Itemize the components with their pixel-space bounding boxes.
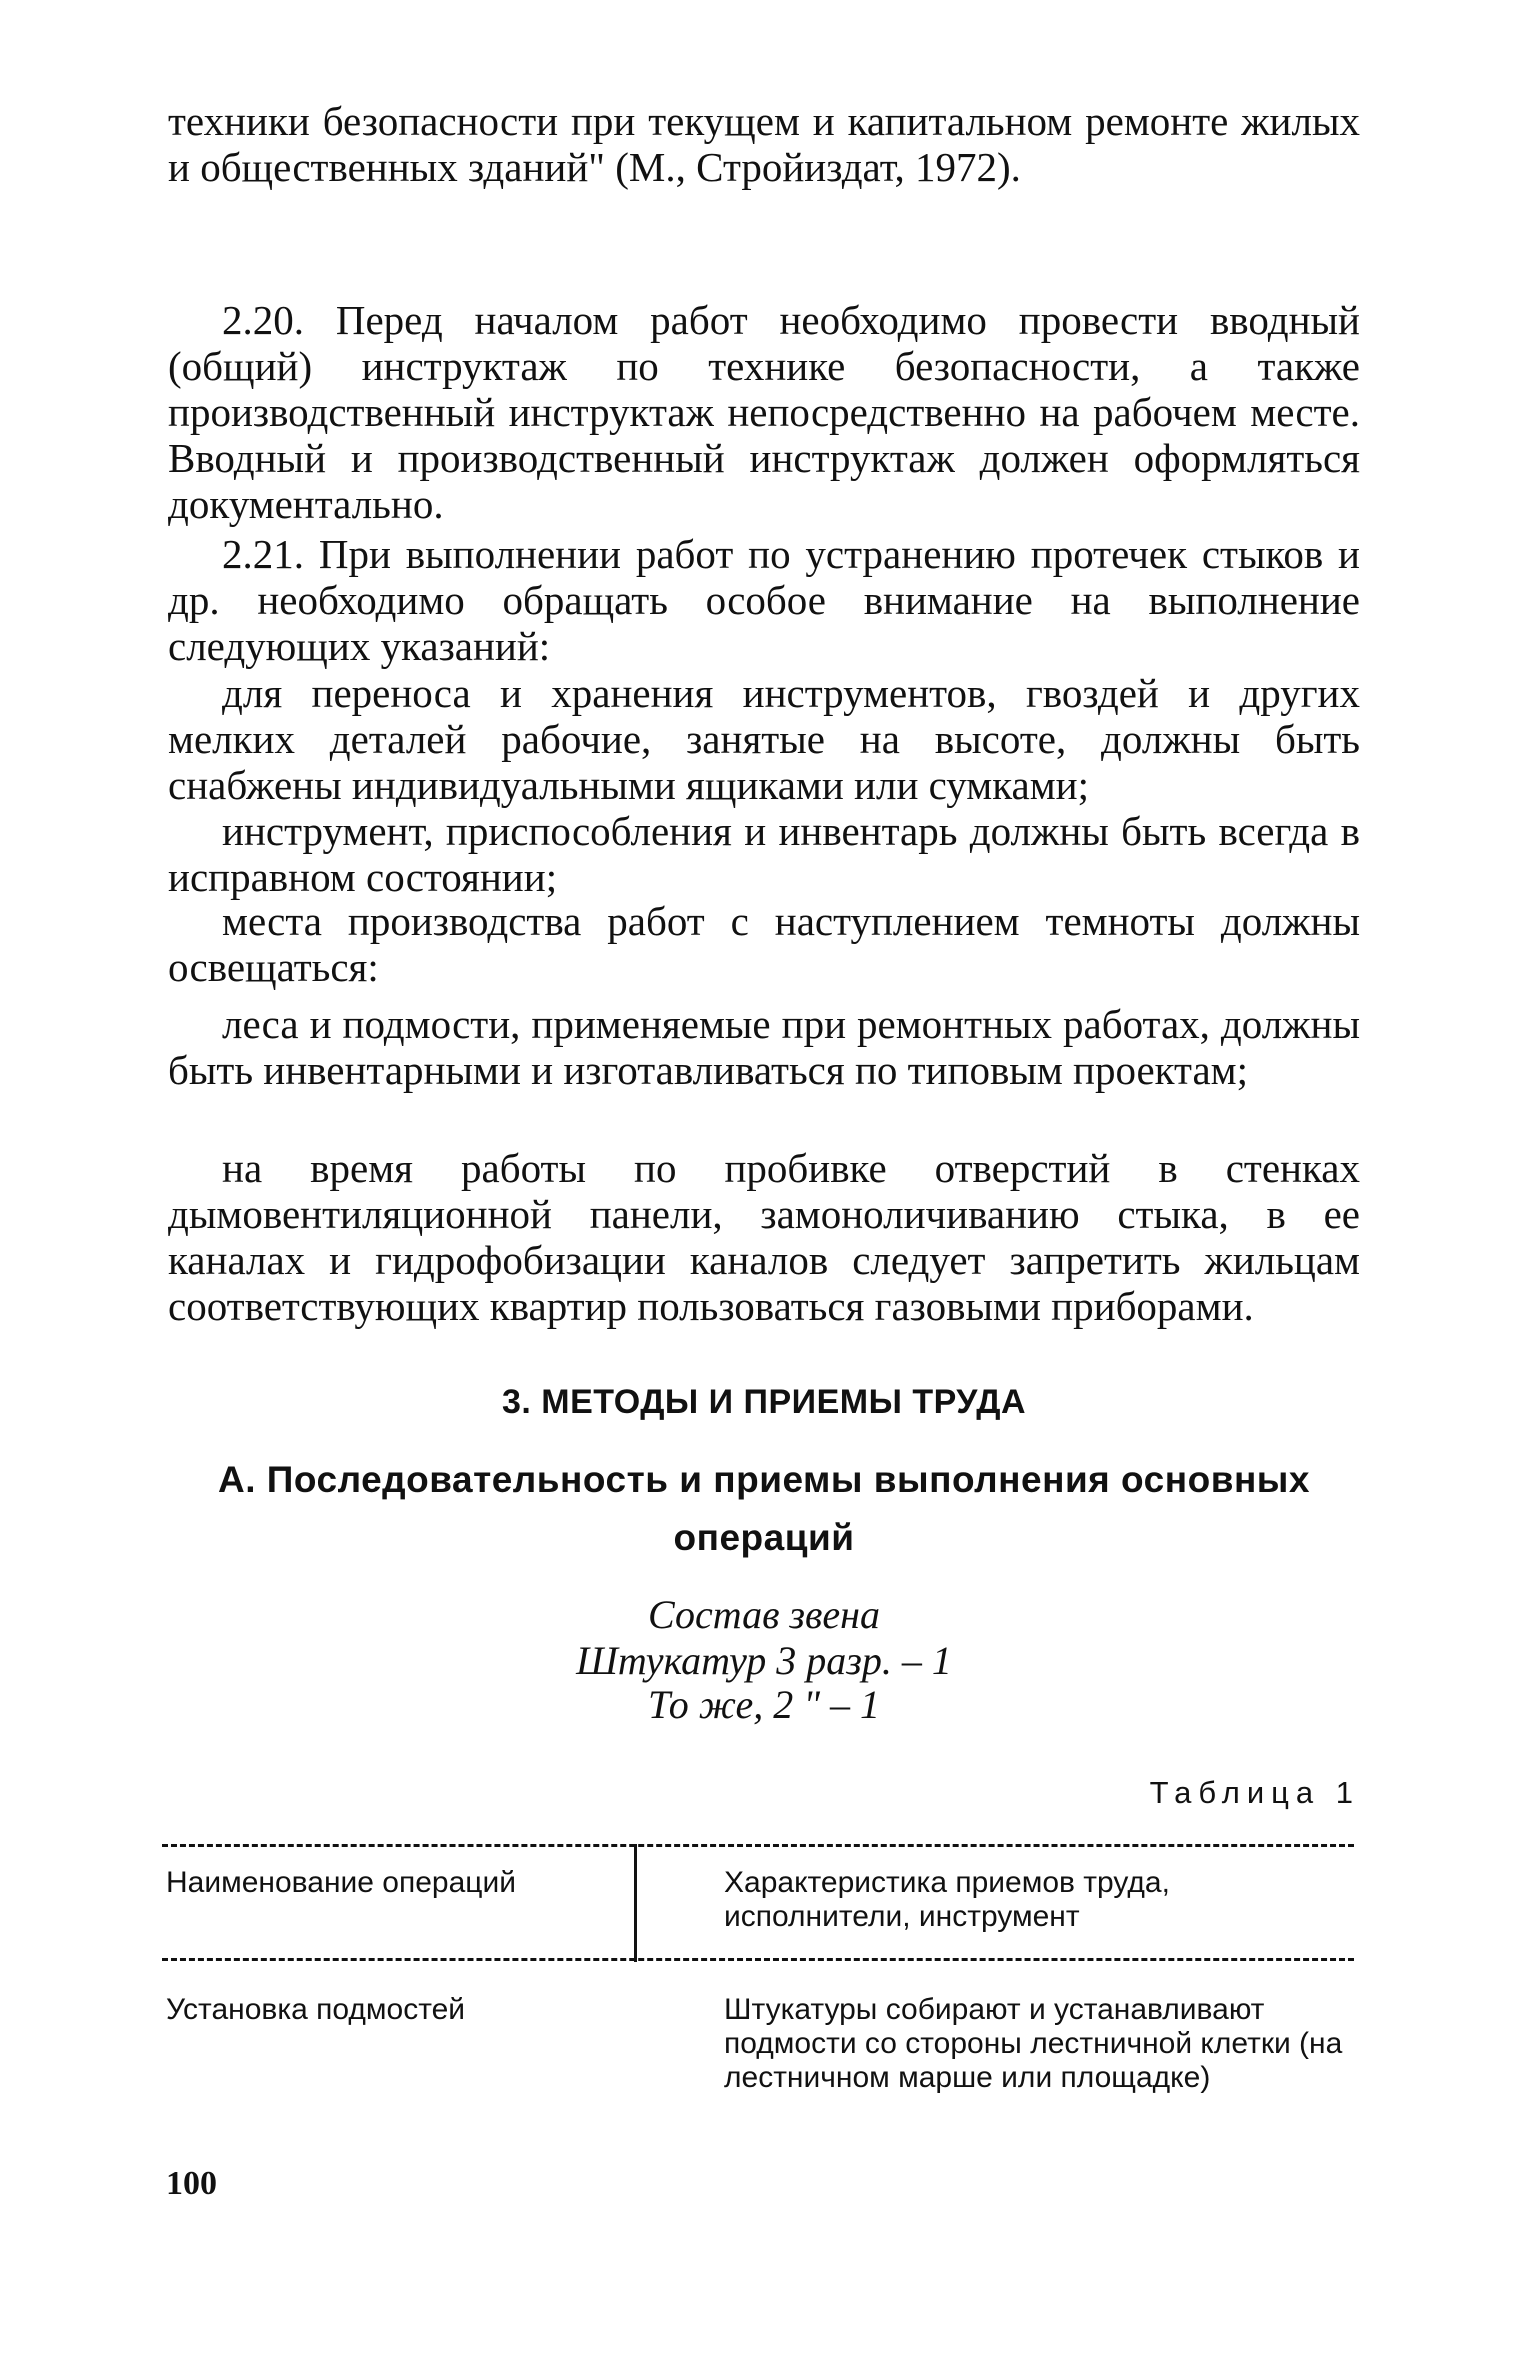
- intro-paragraph: [168, 98, 1360, 190]
- list-item-equipment: [168, 808, 1360, 900]
- paragraph-text: 2.21. При выполнении работ по устранению протечек стыков и др. необходимо обращать особое внимание на выполнение следующих указаний:: [168, 531, 1360, 669]
- table-row-description: Штукатуры собирают и устанавливают подмости со стороны лестничной клетки (на лестничном марше или площадке): [724, 1993, 1343, 2094]
- paragraph-2-21: [168, 531, 1360, 669]
- paragraph-text: на время работы по пробивке отверстий в стенках дымовентиляционной панели, замоноличиванию стыка, в ее каналах и гидрофобизации каналов следует запретить жильцам соответствующих квартир пользоваться газовыми приборами.: [168, 1145, 1360, 1329]
- table-label: Таблица 1: [1149, 1775, 1360, 1810]
- table-column-divider: [634, 1844, 637, 1962]
- list-item-scaffolding: [168, 1001, 1360, 1093]
- intro-text: техники безопасности при текущем и капитальном ремонте жилых и общественных зданий" (М., Стройиздат, 1972).: [168, 98, 1360, 190]
- composition-line1: Штукатур 3 разр. – 1: [576, 1638, 952, 1683]
- paragraph-text: места производства работ с наступлением темноты должны освещаться:: [168, 898, 1360, 990]
- subsection-title-line2: операций: [673, 1517, 855, 1558]
- list-item-tools: [168, 670, 1360, 808]
- table-header-rule: [162, 1958, 1354, 1961]
- subsection-title-line1: А. Последовательность и приемы выполнения основных: [218, 1459, 1310, 1500]
- list-item-gas: [168, 1145, 1360, 1329]
- paragraph-text: для переноса и хранения инструментов, гвоздей и других мелких деталей рабочие, занятые на высоте, должны быть снабжены индивидуальными ящиками или сумками;: [168, 670, 1360, 808]
- paragraph-text: инструмент, приспособления и инвентарь должны быть всегда в исправном состоянии;: [168, 808, 1360, 900]
- paragraph-text: 2.20. Перед началом работ необходимо провести вводный (общий) инструктаж по технике безопасности, а также производственный инструктаж непосредственно на рабочем месте. Вводный и производственный инструктаж должен оформляться документально.: [168, 297, 1360, 527]
- table-header-description: Характеристика приемов труда, исполнители, инструмент: [724, 1866, 1170, 1933]
- composition-line2: То же, 2 " – 1: [647, 1682, 881, 1727]
- list-item-lighting: [168, 898, 1360, 990]
- paragraph-2-20: [168, 297, 1360, 527]
- section-title: 3. МЕТОДЫ И ПРИЕМЫ ТРУДА: [501, 1383, 1027, 1421]
- composition-title: Состав звена: [647, 1592, 880, 1637]
- table-header-operation: Наименование операций: [166, 1866, 516, 1899]
- table-top-rule: [162, 1844, 1354, 1847]
- paragraph-text: леса и подмости, применяемые при ремонтных работах, должны быть инвентарными и изготавливаться по типовым проектам;: [168, 1001, 1360, 1093]
- page-number: 100: [166, 2165, 217, 2202]
- table-row-operation: Установка подмостей: [166, 1993, 466, 2026]
